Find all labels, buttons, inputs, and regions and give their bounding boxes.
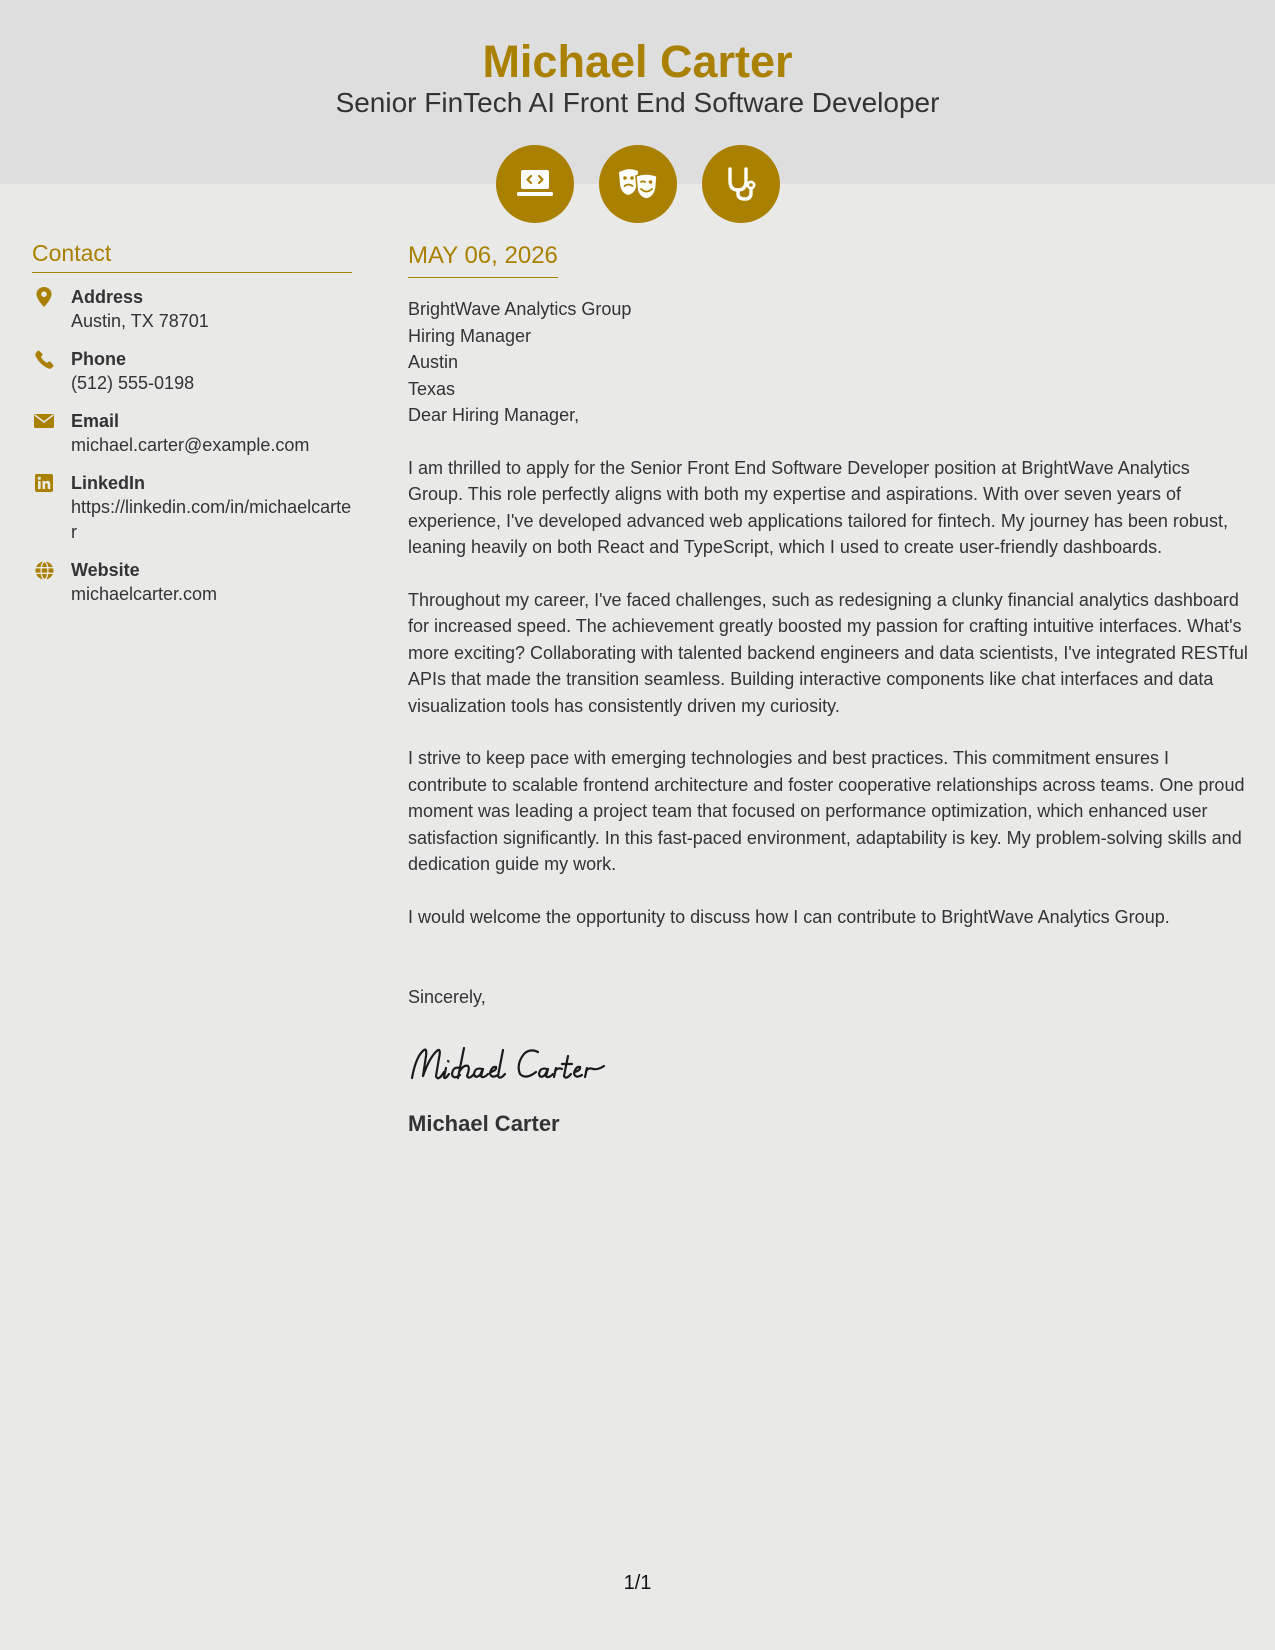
linkedin-icon bbox=[34, 473, 54, 493]
letter-paragraph: I am thrilled to apply for the Senior Front End Software Developer position at BrightWave Analytics Group. This role perfectly aligns with both my expertise and aspirations. With over seven years of experience, I've developed advanced web applications tailored for fintech. My journey has been robust, leaning heavily on both React and TypeScript, which I used to create user-friendly dashboards. bbox=[408, 457, 1228, 557]
contact-value: (512) 555-0198 bbox=[71, 373, 195, 393]
signer-name: Michael Carter bbox=[408, 1111, 560, 1136]
contact-label: LinkedIn bbox=[71, 473, 146, 493]
contact-label: Website bbox=[71, 560, 140, 580]
map-pin-icon bbox=[34, 287, 54, 307]
letter-body bbox=[408, 240, 1248, 1138]
letter-paragraph: I strive to keep pace with emerging technologies and best practices. This commitment ensures I contribute to scalable frontend architecture and foster cooperative relationships across teams. One proud moment was leading a project team that focused on performance optimization, which enhanced user satisfaction significantly. In this fast-paced environment, adaptability is key. My problem-solving skills and dedication guide my work. bbox=[408, 748, 1245, 874]
recipient-company: BrightWave Analytics Group bbox=[408, 299, 632, 319]
theater-masks-icon bbox=[599, 145, 677, 223]
contact-phone bbox=[32, 347, 352, 396]
closing: Sincerely, bbox=[408, 987, 486, 1007]
contact-value: michael.carter@example.com bbox=[71, 435, 310, 455]
contact-label: Email bbox=[71, 411, 120, 431]
globe-icon bbox=[34, 560, 54, 580]
contact-website bbox=[32, 558, 352, 607]
page-number: 1/1 bbox=[623, 1572, 652, 1594]
contact-sidebar bbox=[32, 238, 352, 620]
letter-paragraph: Throughout my career, I've faced challenges, such as redesigning a clunky financial analytics dashboard for increased speed. The achievement greatly boosted my passion for crafting intuitive interfaces. What's more exciting? Collaborating with talented backend engineers and data scientists, I've integrated RESTful APIs that made the transition seamless. Building interactive components like chat interfaces and data visualization tools has consistently driven my curiosity. bbox=[408, 589, 1248, 716]
letter-paragraph: I would welcome the opportunity to discuss how I can contribute to BrightWave Analytics Group. bbox=[408, 906, 1170, 927]
interest-icons bbox=[0, 145, 1275, 223]
recipient-block bbox=[408, 296, 1248, 429]
handwritten-signature bbox=[408, 1042, 1248, 1090]
phone-icon bbox=[34, 349, 54, 369]
applicant-name: Michael Carter bbox=[482, 36, 793, 87]
recipient-role: Hiring Manager bbox=[408, 325, 532, 346]
contact-address bbox=[32, 285, 352, 334]
contact-label: Phone bbox=[71, 349, 127, 369]
letter-date: MAY 06, 2026 bbox=[408, 240, 558, 278]
recipient-city: Austin bbox=[408, 352, 459, 372]
contact-heading: Contact bbox=[32, 238, 352, 273]
job-headline: Senior FinTech AI Front End Software Developer bbox=[335, 87, 940, 118]
contact-email bbox=[32, 409, 352, 458]
contact-label: Address bbox=[71, 287, 144, 307]
recipient-state: Texas bbox=[408, 378, 456, 399]
contact-value: Austin, TX 78701 bbox=[71, 311, 209, 331]
laptop-code-icon bbox=[496, 145, 574, 223]
contact-value: michaelcarter.com bbox=[71, 584, 218, 604]
stethoscope-icon bbox=[702, 145, 780, 223]
contact-value: https://linkedin.com/in/michaelcarter bbox=[71, 497, 352, 542]
contact-linkedin bbox=[32, 471, 352, 545]
envelope-icon bbox=[34, 411, 54, 431]
salutation: Dear Hiring Manager, bbox=[408, 405, 580, 425]
